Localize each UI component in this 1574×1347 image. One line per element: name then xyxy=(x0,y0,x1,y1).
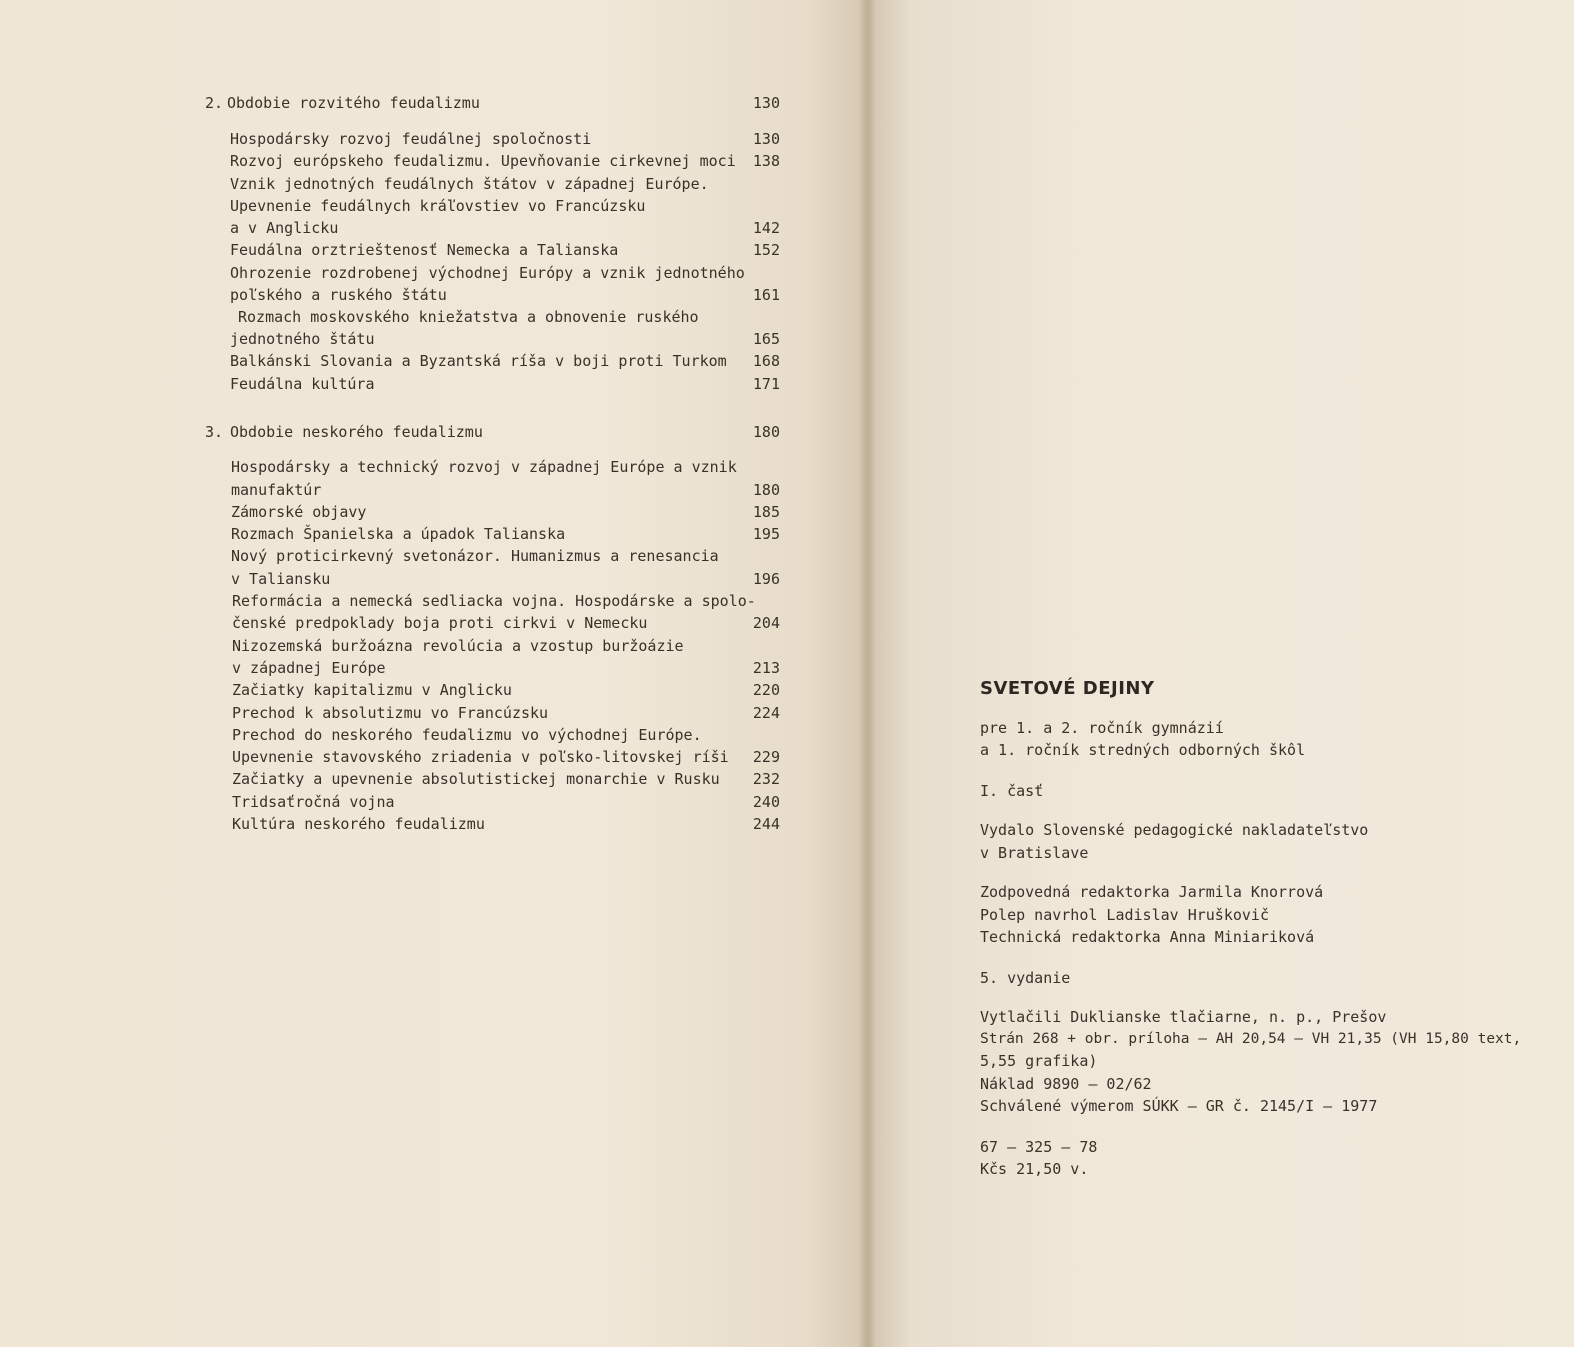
toc-entry xyxy=(205,545,780,567)
toc-section-heading xyxy=(205,92,780,114)
section-title: Obdobie neskorého feudalizmu xyxy=(230,423,483,441)
toc-entry xyxy=(205,813,780,835)
toc-entry xyxy=(205,373,780,395)
toc-entry-page: 204 xyxy=(752,614,780,632)
toc-entry-text: v Taliansku xyxy=(231,570,331,588)
toc-entry-page: 168 xyxy=(752,352,780,370)
toc-entry-page: 142 xyxy=(752,219,780,237)
toc-entry-text: jednotného štátu xyxy=(230,330,375,348)
toc-entry-page: 185 xyxy=(752,503,780,521)
imprint-line: Zodpovedná redaktorka Jarmila Knorrová xyxy=(980,883,1324,901)
toc-entry xyxy=(205,479,780,501)
imprint-line: Vytlačili Duklianske tlačiarne, n. p., Prešov xyxy=(980,1008,1387,1026)
toc-entry-page: 195 xyxy=(752,525,780,543)
toc-entry-page: 220 xyxy=(752,681,780,699)
toc-entry-text: poľského a ruského štátu xyxy=(230,286,447,304)
toc-entry xyxy=(205,284,780,306)
toc-entry-text: Prechod k absolutizmu vo Francúzsku xyxy=(232,704,549,722)
section-title: Obdobie rozvitého feudalizmu xyxy=(227,94,480,112)
toc-entry-text: Rozmach moskovského kniežatstva a obnovenie ruského xyxy=(238,308,699,326)
imprint-line: Vydalo Slovenské pedagogické nakladateľstvo xyxy=(980,821,1369,839)
toc-entry xyxy=(205,702,780,724)
toc-entry xyxy=(205,590,780,612)
toc-entry xyxy=(205,657,780,679)
toc-entry-text: Nizozemská buržoázna revolúcia a vzostup buržoázie xyxy=(232,637,684,655)
toc-entry xyxy=(205,328,780,350)
toc-entry-page: 229 xyxy=(752,748,780,766)
toc-entry xyxy=(205,262,780,284)
section-number: 3. xyxy=(205,423,224,441)
toc-entry-text: Vznik jednotných feudálnych štátov v západnej Európe. xyxy=(230,175,709,193)
toc-entry xyxy=(205,612,780,634)
toc-entry-text: Feudálna kultúra xyxy=(230,375,375,393)
toc-entry-text: Rozvoj európskeho feudalizmu. Upevňovanie cirkevnej moci xyxy=(230,152,736,170)
toc-entry-text: Začiatky kapitalizmu v Anglicku xyxy=(232,681,512,699)
toc-entry-text: Rozmach Španielska a úpadok Talianska xyxy=(231,525,566,543)
toc-entry-text: Zámorské objavy xyxy=(231,503,367,521)
toc-entry-text: Feudálna orztrieštenosť Nemecka a Talianska xyxy=(230,241,619,259)
toc-entry-page: 224 xyxy=(752,704,780,722)
toc-entry xyxy=(205,568,780,590)
toc-entry-text: Hospodársky a technický rozvoj v západnej Európe a vznik xyxy=(231,458,737,476)
toc-entry-page: 165 xyxy=(752,330,780,348)
toc-entry xyxy=(205,523,780,545)
toc-entry xyxy=(205,173,780,195)
toc-entry xyxy=(205,306,780,328)
toc-entry xyxy=(205,746,780,768)
toc-entry xyxy=(205,679,780,701)
toc-entry-text: Ohrozenie rozdrobenej východnej Európy a vznik jednotného xyxy=(230,264,745,282)
toc-entry xyxy=(205,239,780,261)
toc-entry xyxy=(205,128,780,150)
section-page: 180 xyxy=(752,423,780,441)
toc-entry-page: 213 xyxy=(752,659,780,677)
imprint-line: a 1. ročník stredných odborných škôl xyxy=(980,741,1306,759)
toc-entry-page: 161 xyxy=(752,286,780,304)
imprint-line: v Bratislave xyxy=(980,844,1089,862)
imprint-line: 67 — 325 — 78 xyxy=(980,1138,1098,1156)
toc-entry-page: 180 xyxy=(752,481,780,499)
toc-entry-text: Kultúra neskorého feudalizmu xyxy=(232,815,485,833)
imprint-line: Schválené výmerom SÚKK — GR č. 2145/I — 1977 xyxy=(980,1097,1378,1115)
toc-entry-text: Hospodársky rozvoj feudálnej spoločnosti xyxy=(230,130,592,148)
right-page xyxy=(868,0,1574,1347)
toc-entry-text: Tridsaťročná vojna xyxy=(232,793,395,811)
book-title: SVETOVÉ DEJINY xyxy=(980,678,1155,699)
imprint-line: 5,55 grafika) xyxy=(980,1052,1098,1070)
toc-entry-text: Začiatky a upevnenie absolutistickej monarchie v Rusku xyxy=(232,770,720,788)
toc-entry xyxy=(205,150,780,172)
section-number: 2. xyxy=(205,94,224,112)
toc-entry-page: 244 xyxy=(752,815,780,833)
toc-entry-page: 130 xyxy=(752,130,780,148)
book-gutter xyxy=(858,0,876,1347)
toc-entry xyxy=(205,217,780,239)
toc-entry-page: 171 xyxy=(752,375,780,393)
toc-entry-text: a v Anglicku xyxy=(230,219,339,237)
toc-entry-page: 196 xyxy=(752,570,780,588)
imprint-line: pre 1. a 2. ročník gymnázií xyxy=(980,719,1224,737)
toc-entry xyxy=(205,350,780,372)
imprint-line: Kčs 21,50 v. xyxy=(980,1160,1089,1178)
imprint-line: I. časť xyxy=(980,782,1044,800)
toc-entry xyxy=(205,791,780,813)
toc-entry xyxy=(205,724,780,746)
toc-entry xyxy=(205,456,780,478)
toc-entry-text: čenské predpoklady boja proti cirkvi v Nemecku xyxy=(232,614,648,632)
toc-entry xyxy=(205,768,780,790)
toc-entry-text: manufaktúr xyxy=(231,481,322,499)
toc-entry-text: Balkánski Slovania a Byzantská ríša v boji proti Turkom xyxy=(230,352,727,370)
toc-entry-page: 240 xyxy=(752,793,780,811)
toc-section-heading xyxy=(205,421,780,443)
imprint-line: Strán 268 + obr. príloha — AH 20,54 — VH 21,35 (VH 15,80 text, xyxy=(980,1031,1522,1047)
toc-entry-text: Prechod do neskorého feudalizmu vo východnej Európe. xyxy=(232,726,702,744)
toc-entry xyxy=(205,195,780,217)
toc-entry-page: 138 xyxy=(752,152,780,170)
toc-entry-page: 232 xyxy=(752,770,780,788)
toc-entry-page: 152 xyxy=(752,241,780,259)
imprint-line: Polep navrhol Ladislav Hruškovič xyxy=(980,906,1269,924)
toc-entry-text: Upevnenie feudálnych kráľovstiev vo Francúzsku xyxy=(230,197,646,215)
toc-entry-text: Upevnenie stavovského zriadenia v poľsko-litovskej ríši xyxy=(232,748,729,766)
toc-entry-text: Reformácia a nemecká sedliacka vojna. Hospodárske a spolo- xyxy=(232,592,756,610)
imprint-line: Náklad 9890 — 02/62 xyxy=(980,1075,1152,1093)
toc-entry xyxy=(205,501,780,523)
toc-entry-text: v západnej Európe xyxy=(232,659,386,677)
toc-entry-text: Nový proticirkevný svetonázor. Humanizmus a renesancia xyxy=(231,547,719,565)
section-page: 130 xyxy=(752,94,780,112)
toc-entry xyxy=(205,635,780,657)
imprint-line: 5. vydanie xyxy=(980,969,1071,987)
imprint-line: Technická redaktorka Anna Miniariková xyxy=(980,928,1315,946)
